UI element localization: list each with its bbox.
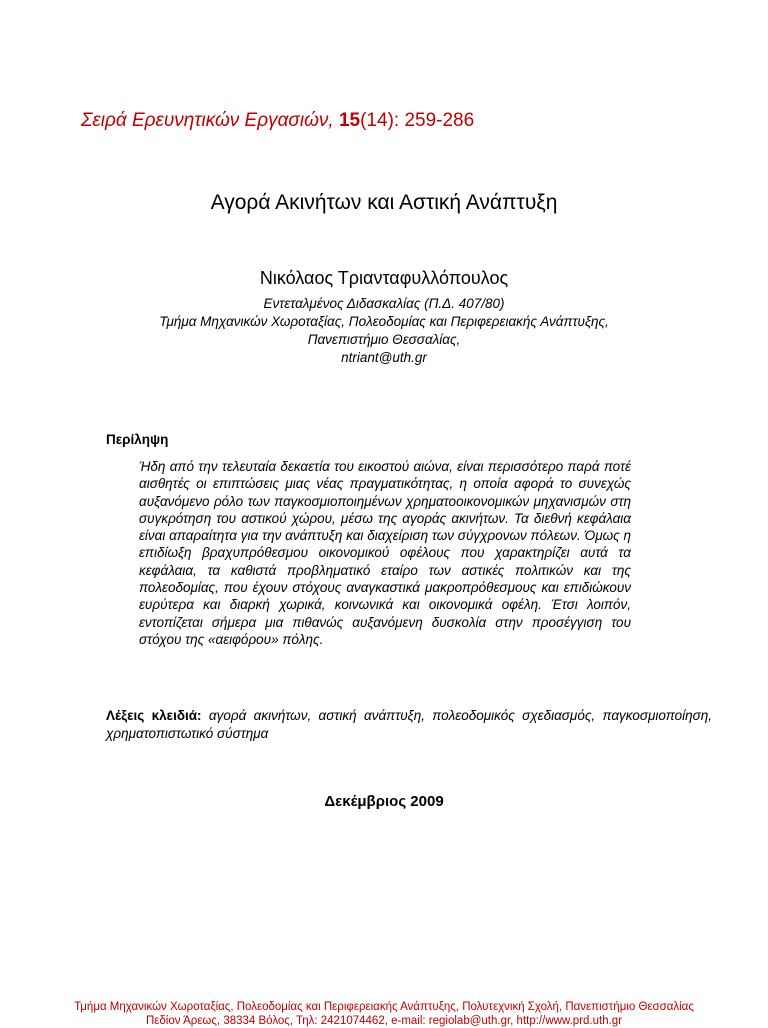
keywords-values: αγορά ακινήτων, αστική ανάπτυξη, πολεοδομικός σχεδιασμός, παγκοσμιοποίηση, χρηματοπιστωτικό σύστημα [106, 708, 712, 741]
author-position: Εντεταλμένος Διδασκαλίας (Π.Δ. 407/80) [263, 296, 505, 311]
abstract-heading: Περίληψη [106, 432, 169, 447]
series-issue-pages: (14): 259-286 [360, 110, 475, 131]
keywords [106, 707, 712, 743]
publication-date: Δεκέμβριος 2009 [324, 793, 444, 810]
paper-title: Αγορά Ακινήτων και Αστική Ανάπτυξη [210, 191, 558, 214]
series-separator: , [328, 110, 339, 131]
author-department: Τμήμα Μηχανικών Χωροταξίας, Πολεοδομίας και Περιφερειακής Ανάπτυξης, [159, 314, 609, 329]
author-email[interactable]: ntriant@uth.gr [341, 350, 427, 365]
footer-line-2: Πεδίον Άρεως, 38334 Βόλος, Τηλ: 2421074462, e-mail: regiolab@uth.gr, http://www.prd.uth.gr [145, 1015, 623, 1027]
author-name: Νικόλαος Τριανταφυλλόπουλος [259, 268, 509, 288]
series-volume: 15 [338, 110, 361, 131]
keywords-label: Λέξεις κλειδιά: [106, 708, 202, 723]
abstract-text: Ήδη από την τελευταία δεκαετία του εικοστού αιώνα, είναι περισσότερο παρά ποτέ αισθητές οι επιπτώσεις μιας νέας πραγματικότητας, η οποία αφορά το συνεχώς αυξανόμενο ρόλο των παγκοσμιοποιημένων χρηματοοικονομικών μηχανισμών στη συγκρότηση του αστικού χώρου, μέσω της αγοράς ακινήτων. Τα διεθνή κεφάλαια είναι απαραίτητα για την ανάπτυξη και διαχείριση των σύγχρονων πόλεων. Όμως η επιδίωξη βραχυπρόθεσμου οικονομικού οφέλους που χαρακτηρίζει αυτά τα κεφάλαια, τα καθιστά προβληματικό εταίρο των αστικές πολιτικών και της πολεοδομίας, που έχουν στόχους αναγκαστικά μακροπρόθεσμους και επιδιώκουν ευρύτερα και διαρκή χωρικά, κοινωνικά και οικονομικά οφέλη. Έτσι λοιπόν, εντοπίζεται σήμερα μια πιθανώς αυξανόμενη δυσκολία στην προσέγγιση του στόχου της «αειφόρου» πόλης. [139, 459, 631, 647]
footer-line-1: Τμήμα Μηχανικών Χωροταξίας, Πολεοδομίας και Περιφερειακής Ανάπτυξης, Πολυτεχνική Σχολή, Πανεπιστήμιο Θεσσαλίας [74, 1001, 694, 1013]
series-citation [81, 110, 474, 132]
series-name: Σειρά Ερευνητικών Εργασιών [81, 110, 329, 131]
author-affiliation [0, 295, 768, 367]
author-university: Πανεπιστήμιο Θεσσαλίας, [307, 332, 461, 347]
